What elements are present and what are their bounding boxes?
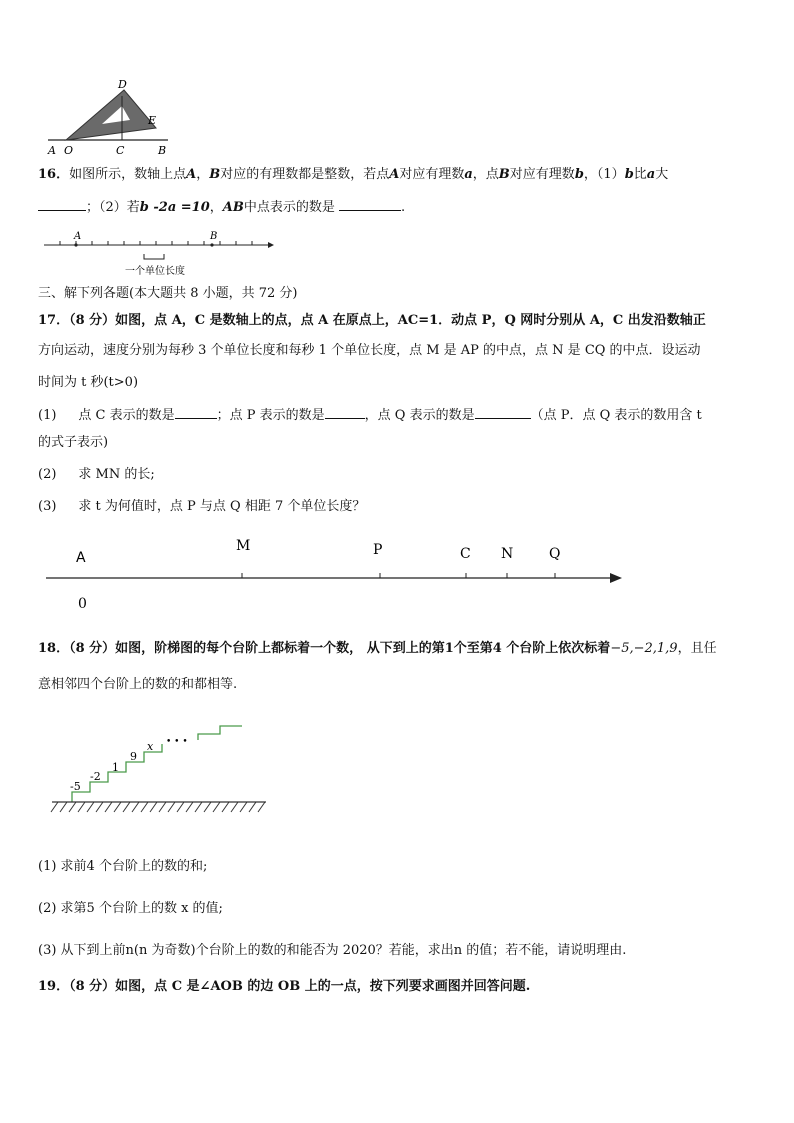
label-O: O — [64, 144, 74, 157]
label-C: C — [116, 144, 125, 157]
q16-text: 对应的有理数都是整数，若点 — [220, 167, 390, 182]
triangle-ruler — [66, 90, 156, 140]
q16-text: ，（1） — [583, 167, 625, 182]
hatch-mark — [240, 802, 247, 812]
q16-number: 16． — [38, 167, 70, 182]
hatch-mark — [186, 802, 193, 812]
q17-part3 — [38, 498, 365, 516]
q16-var: AB — [222, 200, 244, 215]
hatch-mark — [150, 802, 157, 812]
q16-expression: b -2a =10 — [139, 200, 210, 215]
section-heading: 三、解下列各题(本大题共 8 小题，共 72 分) — [38, 286, 298, 301]
point-label-A: A — [76, 550, 86, 566]
q16-var: A — [186, 167, 197, 182]
label-A: A — [48, 144, 56, 157]
label-B: B — [158, 144, 167, 157]
q16-text: 大 — [655, 167, 669, 182]
point-label-C: C — [460, 546, 471, 562]
q16-number-line — [40, 228, 280, 280]
q17-text: （点 P．点 Q 表示的数用含 t — [530, 408, 702, 423]
unit-label: 一个单位长度 — [125, 266, 185, 277]
hatch-mark — [159, 802, 166, 812]
axis-point — [210, 243, 213, 246]
q18-sequence: −5,−2,1,9 — [610, 641, 678, 656]
q16-text: ；（2）若 — [86, 200, 140, 215]
q17-text: 求 t 为何值时，点 P 与点 Q 相距 7 个单位长度？ — [78, 499, 366, 514]
step-label: 9 — [130, 750, 137, 763]
q17-number-line — [40, 530, 640, 616]
q16-var: A — [389, 167, 400, 182]
q16-var: b — [574, 167, 584, 182]
hatch-mark — [87, 802, 94, 812]
hatch-mark — [141, 802, 148, 812]
point-label-M: M — [236, 538, 251, 554]
label-D: D — [118, 78, 127, 91]
hatch-mark — [69, 802, 76, 812]
hatch-mark — [78, 802, 85, 812]
q18-line1 — [38, 640, 717, 658]
q16-var: B — [209, 167, 221, 182]
hatch-mark — [222, 802, 229, 812]
answer-blank[interactable] — [339, 198, 401, 211]
answer-blank[interactable] — [175, 406, 217, 419]
q17-line1: 17．（8 分）如图，点 A，C 是数轴上的点，点 A 在原点上，AC=1．动点 P，Q 网时分别从 A，C 出发沿数轴正 — [38, 313, 706, 328]
hatch-mark — [114, 802, 121, 812]
q17-part2 — [38, 466, 155, 484]
q17-text: ，点 Q 表示的数是 — [364, 408, 475, 423]
q17-line3: 时间为 t 秒(t>0) — [38, 375, 139, 390]
q19-line1: 19．（8 分）如图，点 C 是∠AOB 的边 OB 上的一点，按下列要求画图并回答问题. — [38, 979, 531, 994]
q16-text: . — [401, 200, 406, 215]
ground-hatch — [51, 802, 265, 812]
unit-bracket — [144, 254, 164, 259]
answer-blank[interactable] — [475, 406, 531, 419]
step-label: -5 — [70, 780, 81, 793]
hatch-mark — [195, 802, 202, 812]
q16-text: 如图所示，数轴上点 — [69, 167, 187, 182]
q16-line2 — [38, 198, 405, 217]
hatch-mark — [60, 802, 67, 812]
answer-blank[interactable] — [38, 198, 86, 211]
axis-label-A: A — [74, 231, 82, 242]
hatch-mark — [258, 802, 265, 812]
part-number: (1) — [38, 408, 57, 423]
q16-text: ， — [209, 200, 223, 215]
q16-line1 — [38, 166, 668, 184]
part-number: (3) — [38, 499, 57, 514]
point-label-Q: Q — [549, 546, 561, 562]
point-label-P: P — [373, 542, 383, 558]
q17-part1 — [38, 406, 702, 425]
hatch-mark — [204, 802, 211, 812]
axis-arrow — [268, 242, 274, 248]
q16-var: b — [624, 167, 634, 182]
triangle-figure — [40, 76, 180, 158]
hatch-mark — [213, 802, 220, 812]
q18-line2: 意相邻四个台阶上的数的和都相等. — [38, 677, 238, 692]
hatch-mark — [231, 802, 238, 812]
axis-label-B: B — [210, 231, 218, 242]
axis-arrow — [610, 573, 622, 583]
label-E: E — [148, 114, 157, 127]
hatch-mark — [105, 802, 112, 812]
q16-text: ，点 — [472, 167, 499, 182]
q16-var: B — [498, 167, 510, 182]
step-label: 1 — [112, 761, 119, 774]
q16-var: a — [646, 167, 656, 182]
answer-blank[interactable] — [325, 406, 365, 419]
q16-text: ， — [196, 167, 210, 182]
hatch-mark — [132, 802, 139, 812]
q16-text: 对应有理数 — [399, 167, 465, 182]
axis-point — [74, 243, 77, 246]
q18-part3: (3) 从下到上前n(n 为奇数)个台阶上的数的和能否为 2020？若能，求出n 的值；若不能，请说明理由. — [38, 943, 627, 958]
point-label-zero: 0 — [78, 596, 87, 612]
continuation-dots: • • • — [166, 737, 188, 747]
q16-text: 对应有理数 — [509, 167, 575, 182]
hatch-mark — [123, 802, 130, 812]
q16-var: a — [464, 167, 473, 182]
step-label: x — [147, 740, 154, 753]
q18-text: 18．（8 分）如图，阶梯图的每个台阶上都标着一个数， 从下到上的第1个至第4 个台阶上依次标着 — [38, 641, 611, 656]
hatch-mark — [249, 802, 256, 812]
hatch-mark — [168, 802, 175, 812]
step-label: -2 — [90, 770, 101, 783]
q18-part1: (1) 求前4 个台阶上的数的和; — [38, 859, 208, 874]
hatch-mark — [51, 802, 58, 812]
q17-text: ；点 P 表示的数是 — [216, 408, 325, 423]
q18-text: ，且任 — [677, 641, 717, 656]
q17-text: 求 MN 的长; — [78, 467, 155, 482]
part-number: (2) — [38, 467, 57, 482]
q17-part1-cont: 的式子表示) — [38, 435, 109, 450]
q18-part2: (2) 求第5 个台阶上的数 x 的值; — [38, 901, 223, 916]
q17-text: 点 C 表示的数是 — [78, 408, 175, 423]
point-label-N: N — [501, 546, 514, 562]
q16-text: 比 — [633, 167, 647, 182]
hatch-mark — [96, 802, 103, 812]
hatch-mark — [177, 802, 184, 812]
q17-line2: 方向运动，速度分别为每秒 3 个单位长度和每秒 1 个单位长度，点 M 是 AP 的中点，点 N 是 CQ 的中点．设运动 — [38, 343, 701, 358]
staircase-top — [198, 726, 242, 740]
q16-text: 中点表示的数是 — [243, 200, 335, 215]
axis-ticks — [60, 241, 252, 247]
staircase-figure — [48, 722, 272, 820]
